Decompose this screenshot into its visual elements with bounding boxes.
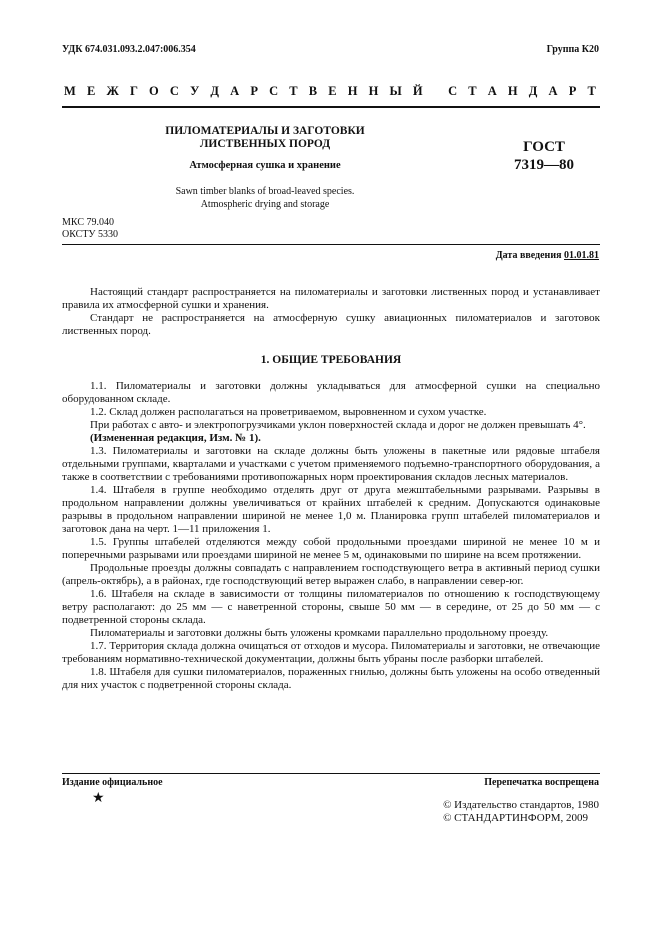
banner-letter: Е	[86, 84, 96, 98]
clause-paragraph: 1.2. Склад должен располагаться на проветриваемом, выровненном и сухом участке.	[90, 406, 487, 418]
header-rule	[62, 106, 600, 108]
intro-paragraph: Настоящий стандарт распространяется на пиломатериалы и заготовки лиственных пород и устанавливает правила их атмосферной сушки и хранения.	[62, 286, 600, 311]
banner-letter: С	[169, 84, 179, 98]
banner-letter: С	[269, 84, 279, 98]
banner-letter	[434, 84, 437, 99]
copyright-line-2: © СТАНДАРТИНФОРМ, 2009	[443, 812, 589, 824]
banner-letter: Н	[507, 84, 518, 98]
classification-codes	[62, 217, 118, 241]
banner-letter: Д	[210, 84, 220, 98]
banner-letter: Ж	[106, 84, 119, 98]
banner-letter: Ы	[389, 84, 402, 98]
banner-letter: Г	[129, 84, 138, 98]
clause-paragraph: Пиломатериалы и заготовки должны быть уложены кромками параллельно продольному проезду.	[90, 627, 549, 639]
clause-paragraph: 1.3. Пиломатериалы и заготовки на складе должны быть уложены в пакетные или рядовые штабеля отдельными группами, кварталами и участками с учетом применяемого подъемно-транспортного оборудования, а также в соответствии с требованиями противопожарных норм проектирования складов лесных материалов.	[62, 445, 600, 483]
group-code: Группа К20	[546, 44, 599, 55]
date-label: Дата введения	[495, 250, 562, 261]
english-title-line-1: Sawn timber blanks of broad-leaved species.	[175, 186, 355, 197]
banner-letter: Т	[468, 84, 477, 98]
reprint-prohibited: Перепечатка воспрещена	[484, 777, 599, 788]
document-subtitle: Атмосферная сушка и хранение	[189, 160, 341, 171]
intro-paragraph: Стандарт не распространяется на атмосферную сушку авиационных пиломатериалов и заготовок лиственных пород.	[62, 312, 600, 337]
clause-paragraph: 1.7. Территория склада должна очищаться от отходов и мусора. Пиломатериалы и заготовки, не отвечающие требованиям нормативно-технической документации, должны быть убраны после разборки штабелей.	[62, 640, 600, 665]
banner-letter: О	[149, 84, 159, 98]
document-title	[130, 125, 400, 151]
banner-letter: Д	[528, 84, 538, 98]
clause-paragraph: При работах с авто- и электропогрузчиками уклон поверхностей склада и дорог не должен превышать 4°.	[90, 419, 586, 431]
clause-paragraph: Продольные проезды должны совпадать с направлением господствующего ветра в активный период сушки (апрель-октябрь), а в районах, где господствующий ветер выражен слабо, в направлении север-юг.	[62, 562, 600, 587]
clause-paragraph: 1.6. Штабеля на складе в зависимости от толщины пиломатериалов по отношению к господствующему ветру располагают: до 25 мм — с наветренной стороны, свыше 50 мм — в середине, от 25 до 50 мм — с подветренной стороны склада.	[62, 588, 600, 626]
copyright-block	[443, 799, 599, 825]
banner-letter: У	[190, 84, 200, 98]
clause-paragraph: 1.1. Пиломатериалы и заготовки должны укладываться для атмосферной сушки на специально оборудованном складе.	[62, 380, 600, 405]
introduction-date	[496, 250, 599, 261]
okstu-code: ОКСТУ 5330	[62, 229, 119, 240]
section-body	[62, 380, 600, 692]
clause-paragraph: 1.4. Штабеля в группе необходимо отделять друг от друга межштабельными разрывами. Разрывы в продольном направлении должны увеличиваться от крайних штабелей к средним. Допускаются одинаковые разрывы в продольном направлении шириной не менее 1,0 м. Планировка групп штабелей пиломатериалов и заготовок дана на черт. 1—11 приложения 1.	[62, 484, 600, 535]
gost-number	[494, 138, 594, 174]
copyright-line-1: © Издательство стандартов, 1980	[443, 799, 599, 811]
title-line-1: ПИЛОМАТЕРИАЛЫ И ЗАГОТОВКИ	[165, 125, 365, 137]
banner-letter: В	[308, 84, 318, 98]
english-title-line-2: Atmospheric drying and storage	[200, 199, 330, 210]
title-line-2: ЛИСТВЕННЫХ ПОРОД	[199, 138, 331, 150]
star-icon: ★	[92, 791, 105, 806]
banner-letter: А	[548, 84, 558, 98]
date-rule	[62, 244, 600, 245]
intro-text	[62, 286, 600, 338]
section-heading: 1. ОБЩИЕ ТРЕБОВАНИЯ	[260, 354, 402, 366]
banner-letter: Н	[368, 84, 379, 98]
english-title	[130, 185, 400, 211]
footer-rule	[62, 773, 600, 774]
clause-paragraph: 1.8. Штабеля для сушки пиломатериалов, пораженных гнилью, должны быть уложены на особо отведенный для них участок с подветренной стороны склада.	[62, 666, 600, 691]
date-value: 01.01.81	[564, 250, 599, 261]
banner-letter: Т	[587, 84, 596, 98]
banner-letter: Е	[328, 84, 337, 98]
amendment-note: (Измененная редакция, Изм. № 1).	[90, 432, 261, 444]
udk-code: УДК 674.031.093.2.047:006.354	[62, 44, 196, 55]
banner-letter: А	[487, 84, 497, 98]
clause-paragraph: 1.5. Группы штабелей отделяются между собой продольными проездами шириной не менее 10 м и поперечными разрывами или проездами шириной не менее 5 м, одинаковыми по ширине на всем протяжении.	[62, 536, 600, 561]
banner-letter: М	[64, 84, 76, 98]
official-edition: Издание официальное	[62, 777, 163, 788]
gost-label: ГОСТ	[523, 139, 565, 155]
banner-letter: Н	[347, 84, 358, 98]
interstate-standard-banner	[64, 84, 596, 99]
banner-letter: Й	[412, 84, 423, 98]
gost-code: 7319—80	[514, 157, 574, 173]
banner-letter: А	[230, 84, 240, 98]
banner-letter: Т	[289, 84, 298, 98]
banner-letter: С	[448, 84, 458, 98]
banner-letter: Р	[568, 84, 577, 98]
mks-code: МКС 79.040	[62, 217, 114, 228]
banner-letter: Р	[250, 84, 258, 98]
